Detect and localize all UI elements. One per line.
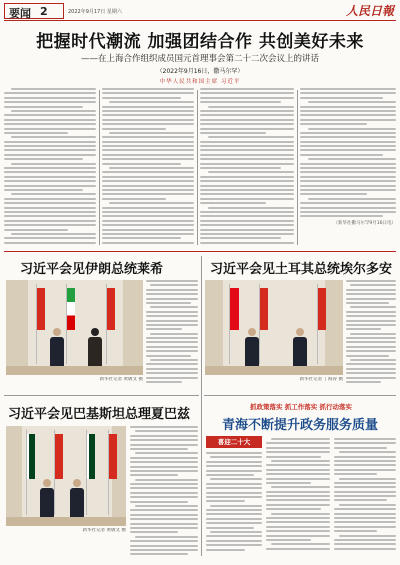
qinghai-kicker: 抓政策落实 抓工作落实 抓行动落实 (249, 403, 353, 411)
pakistan-body-column (130, 426, 198, 561)
iran-photo-caption (8, 377, 143, 391)
person (40, 479, 54, 518)
turkey-headline: 习近平会见土耳其总统埃尔多安 (210, 262, 393, 277)
column-divider (297, 90, 298, 245)
lead-dateline: （2022年9月16日，撒马尔罕） (156, 68, 244, 75)
person (293, 328, 307, 367)
paper-logo: 人民日報 (345, 4, 394, 18)
masthead (4, 3, 396, 21)
turkey-body-column (346, 280, 396, 392)
section-name: 要闻 (9, 7, 31, 20)
turkey-flag (230, 288, 239, 331)
china-flag (55, 434, 63, 479)
qinghai-badge: 喜迎二十大 (206, 436, 262, 448)
person (50, 328, 64, 367)
column-divider (99, 90, 100, 245)
pakistan-meeting-photo (6, 426, 126, 526)
turkey-meeting-photo (205, 280, 343, 375)
column-divider (201, 256, 202, 556)
section-rule (4, 251, 396, 252)
person (88, 328, 102, 367)
lead-end-note: （新华社撒马尔罕9月16日电） (333, 220, 396, 226)
section-box (4, 3, 64, 19)
iran-flag (67, 288, 75, 331)
section-rule (4, 395, 199, 396)
iran-meeting-photo (6, 280, 143, 375)
china-flag (107, 288, 115, 331)
column-divider (197, 90, 198, 245)
pakistan-photo-caption (8, 528, 126, 548)
qinghai-body-column-1 (206, 452, 262, 560)
person (70, 479, 84, 518)
qinghai-headline: 青海不断提升政务服务质量 (222, 418, 379, 433)
publication-date: 2022年9月17日 星期六 (68, 9, 122, 15)
pakistan-photo-credit: 新华社记者 黄敬文 摄 (82, 528, 126, 533)
lead-body-column-2 (102, 88, 194, 248)
lead-body-column-1 (4, 88, 96, 248)
section-rule (204, 395, 396, 396)
china-flag (37, 288, 45, 331)
lead-headline: 把握时代潮流 加强团结合作 共创美好未来 (36, 32, 364, 52)
iran-headline: 习近平会见伊朗总统莱希 (20, 262, 164, 277)
pakistan-flag (87, 434, 95, 479)
qinghai-body-column-3 (334, 438, 396, 560)
iran-body-column (146, 280, 198, 392)
page-number: 2 (40, 5, 48, 18)
lead-subhead: ——在上海合作组织成员国元首理事会第二十二次会议上的讲话 (80, 54, 319, 64)
lead-body-column-3 (200, 88, 294, 248)
china-flag (260, 288, 268, 331)
turkey-photo-caption (207, 377, 343, 391)
pakistan-headline: 习近平会见巴基斯坦总理夏巴兹 (8, 407, 191, 422)
china-flag (318, 288, 326, 331)
turkey-photo-credit: 新华社记者 丁海涛 摄 (299, 377, 343, 382)
lead-author: 中华人民共和国主席 习近平 (159, 79, 241, 85)
person (245, 328, 259, 367)
lead-body-column-4 (300, 88, 396, 248)
china-flag (109, 434, 117, 479)
qinghai-body-column-2 (266, 438, 330, 560)
pakistan-flag (27, 434, 35, 479)
iran-photo-credit: 新华社记者 黄敬文 摄 (99, 377, 143, 382)
